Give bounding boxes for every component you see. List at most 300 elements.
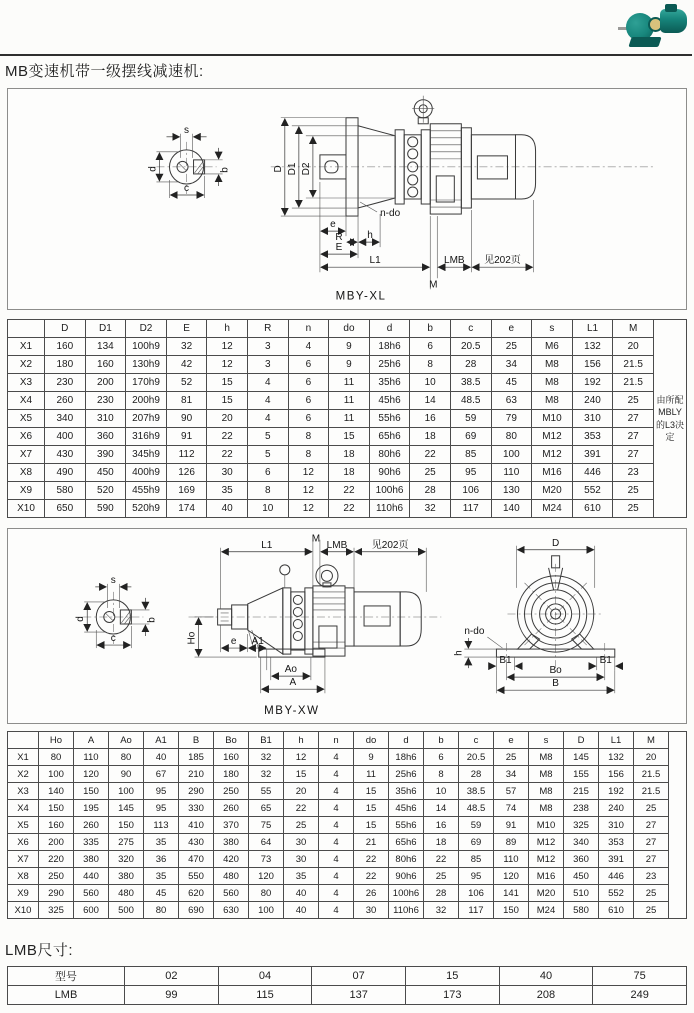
cell: 126 xyxy=(166,464,207,482)
cell: 75 xyxy=(249,817,284,834)
column-header: L1 xyxy=(599,732,634,749)
dim-label-L1: L1 xyxy=(369,255,381,267)
mby-xl-dimension-table xyxy=(7,319,687,518)
dim-label-b: b xyxy=(146,617,158,623)
cell: 240 xyxy=(599,800,634,817)
dim-label-R: R xyxy=(335,232,343,244)
cell: 65h6 xyxy=(389,834,424,851)
dim-label-b: b xyxy=(219,167,231,173)
cell: 80 xyxy=(144,902,179,919)
column-header: B xyxy=(179,732,214,749)
mby-xw-drawing xyxy=(8,529,686,723)
cell: 320 xyxy=(109,851,144,868)
cell: 132 xyxy=(599,749,634,766)
cell: 22 xyxy=(284,800,319,817)
lmb-size-table xyxy=(7,966,687,1005)
mby-xw-dimension-table xyxy=(7,731,687,919)
cell: 510 xyxy=(564,885,599,902)
dim-label-s: s xyxy=(110,574,116,586)
cell: 21.5 xyxy=(613,374,654,392)
cell: 10 xyxy=(424,783,459,800)
cell: 6 xyxy=(247,464,288,482)
cell: 4 xyxy=(247,374,288,392)
cell: 30 xyxy=(207,464,248,482)
cell: 40 xyxy=(207,500,248,518)
cell: 3 xyxy=(247,356,288,374)
table-row xyxy=(8,766,687,783)
cell: 180 xyxy=(214,766,249,783)
cell: 560 xyxy=(214,885,249,902)
table-row xyxy=(8,446,687,464)
cell: 35h6 xyxy=(369,374,410,392)
cell: 3 xyxy=(247,338,288,356)
cell: M20 xyxy=(529,885,564,902)
gearmotor-photo xyxy=(618,3,690,49)
cell: 15 xyxy=(354,800,389,817)
cell: 9 xyxy=(329,356,370,374)
column-header xyxy=(8,732,39,749)
column-header: c xyxy=(450,320,491,338)
cell: 55 xyxy=(249,783,284,800)
cell: 470 xyxy=(179,851,214,868)
column-header: b xyxy=(424,732,459,749)
cell: 12 xyxy=(207,356,248,374)
dim-label-e: e xyxy=(330,219,336,231)
table-row xyxy=(8,783,687,800)
dim-label-s: s xyxy=(184,124,190,136)
column-header: M xyxy=(613,320,654,338)
cell: 20 xyxy=(207,410,248,428)
column-header: h xyxy=(284,732,319,749)
cell: 560 xyxy=(74,885,109,902)
cell: 99 xyxy=(125,986,219,1005)
cell: 20 xyxy=(284,783,319,800)
cell: 12 xyxy=(288,464,329,482)
cell: 8 xyxy=(288,446,329,464)
cell: 4 xyxy=(247,392,288,410)
cell: 290 xyxy=(179,783,214,800)
cell: 14 xyxy=(410,392,451,410)
cell: 8 xyxy=(288,428,329,446)
cell: 45 xyxy=(144,885,179,902)
cell: 4 xyxy=(319,800,354,817)
cell: 65 xyxy=(249,800,284,817)
cell: 120 xyxy=(249,868,284,885)
cell: 80 xyxy=(109,749,144,766)
cell: 5 xyxy=(247,446,288,464)
cell: 22 xyxy=(354,851,389,868)
cell: 6 xyxy=(410,338,451,356)
cell: 446 xyxy=(572,464,613,482)
cell: 500 xyxy=(109,902,144,919)
cell: 155 xyxy=(564,766,599,783)
cell: 15 xyxy=(354,817,389,834)
header-row xyxy=(8,967,687,986)
cell: 360 xyxy=(564,851,599,868)
cell: 15 xyxy=(329,428,370,446)
column-header: 型号 xyxy=(8,967,125,986)
cell: 340 xyxy=(564,834,599,851)
cell: 390 xyxy=(85,446,126,464)
cell: 310 xyxy=(572,410,613,428)
column-header: n xyxy=(319,732,354,749)
cell: 4 xyxy=(319,817,354,834)
cell: 113 xyxy=(144,817,179,834)
cell: 34 xyxy=(494,766,529,783)
cell: 25 xyxy=(634,902,669,919)
cell: 100 xyxy=(109,783,144,800)
cell: 6 xyxy=(288,392,329,410)
row-label: X6 xyxy=(8,428,45,446)
cell: 174 xyxy=(166,500,207,518)
cell: 65h6 xyxy=(369,428,410,446)
cell: 12 xyxy=(288,482,329,500)
cell: 85 xyxy=(459,851,494,868)
cell: 240 xyxy=(572,392,613,410)
dim-label-e: e xyxy=(230,636,237,648)
cell: 28 xyxy=(450,356,491,374)
cell: 160 xyxy=(85,356,126,374)
cell: 100h9 xyxy=(126,338,167,356)
cell: 145 xyxy=(109,800,144,817)
cell: 90 xyxy=(166,410,207,428)
column-header: L1 xyxy=(572,320,613,338)
dim-label-B1: B1 xyxy=(599,655,612,667)
cell: 63 xyxy=(491,392,532,410)
cell: 22 xyxy=(410,446,451,464)
cell: 330 xyxy=(179,800,214,817)
cell: 140 xyxy=(39,783,74,800)
cell: 27 xyxy=(634,817,669,834)
cell: M8 xyxy=(529,749,564,766)
cell: 40 xyxy=(144,749,179,766)
header-row xyxy=(8,320,687,338)
cell: 18 xyxy=(424,834,459,851)
cell: 9 xyxy=(354,749,389,766)
cell: 25h6 xyxy=(369,356,410,374)
row-label: X2 xyxy=(8,356,45,374)
row-label: X7 xyxy=(8,446,45,464)
cell: 130h9 xyxy=(126,356,167,374)
table-row xyxy=(8,428,687,446)
cell: 520h9 xyxy=(126,500,167,518)
table-row xyxy=(8,482,687,500)
column-header: 40 xyxy=(499,967,593,986)
table-row xyxy=(8,800,687,817)
cell: 12 xyxy=(207,338,248,356)
cell: 200 xyxy=(39,834,74,851)
cell: 290 xyxy=(39,885,74,902)
cell: 22 xyxy=(207,428,248,446)
cell: 353 xyxy=(572,428,613,446)
cell: 117 xyxy=(450,500,491,518)
column-header: 02 xyxy=(125,967,219,986)
cell: 69 xyxy=(450,428,491,446)
cell: 325 xyxy=(564,817,599,834)
cell: 18h6 xyxy=(369,338,410,356)
cell: M10 xyxy=(532,410,573,428)
cell: 110h6 xyxy=(369,500,410,518)
cell: 360 xyxy=(85,428,126,446)
cell: 150 xyxy=(494,902,529,919)
column-header: s xyxy=(529,732,564,749)
drawing-caption: MBY-XW xyxy=(264,705,320,718)
cell: 600 xyxy=(74,902,109,919)
cell: 18 xyxy=(329,464,370,482)
cell: 430 xyxy=(45,446,86,464)
dim-label-n-do: n-do xyxy=(380,208,401,220)
cell: 552 xyxy=(572,482,613,500)
row-label: X3 xyxy=(8,374,45,392)
cell: 550 xyxy=(179,868,214,885)
dim-label-D: D xyxy=(272,165,284,173)
side-note: 由所配MBLY的L3决定 xyxy=(654,320,687,518)
photo-motor xyxy=(660,9,687,33)
column-header: A1 xyxy=(144,732,179,749)
cell: 410 xyxy=(179,817,214,834)
cell: 23 xyxy=(613,464,654,482)
cell: 95 xyxy=(459,868,494,885)
cell: 260 xyxy=(214,800,249,817)
cell: 141 xyxy=(494,885,529,902)
cell: 150 xyxy=(109,817,144,834)
row-label: X3 xyxy=(8,783,39,800)
cell: 4 xyxy=(247,410,288,428)
cell: 610 xyxy=(599,902,634,919)
cell: 169 xyxy=(166,482,207,500)
cell: 30 xyxy=(354,902,389,919)
cell: 12 xyxy=(288,500,329,518)
cell: 25 xyxy=(284,817,319,834)
cell: 16 xyxy=(410,410,451,428)
cell: 4 xyxy=(319,766,354,783)
dim-label-M: M xyxy=(311,533,321,545)
cell: 90 xyxy=(109,766,144,783)
cell: 28 xyxy=(424,885,459,902)
cell: 10 xyxy=(247,500,288,518)
cell: M8 xyxy=(532,374,573,392)
cell: 20 xyxy=(613,338,654,356)
dim-label-B1: B1 xyxy=(499,655,512,667)
cell: M12 xyxy=(532,446,573,464)
cell: 21.5 xyxy=(613,356,654,374)
cell: 150 xyxy=(39,800,74,817)
cell: 450 xyxy=(85,464,126,482)
cell: 28 xyxy=(459,766,494,783)
cell: M12 xyxy=(529,834,564,851)
column-header: 75 xyxy=(593,967,687,986)
cell: 27 xyxy=(613,410,654,428)
cell: 391 xyxy=(599,851,634,868)
cell: 185 xyxy=(179,749,214,766)
column-header xyxy=(8,320,45,338)
table-row xyxy=(8,817,687,834)
table-row xyxy=(8,902,687,919)
table-row xyxy=(8,986,687,1005)
cell: 8 xyxy=(424,766,459,783)
cell: 100h6 xyxy=(389,885,424,902)
cell: 34 xyxy=(491,356,532,374)
column-header: D1 xyxy=(85,320,126,338)
cell: 310 xyxy=(599,817,634,834)
cell: 117 xyxy=(459,902,494,919)
cell: 32 xyxy=(166,338,207,356)
cell: 27 xyxy=(613,446,654,464)
cell: 200h9 xyxy=(126,392,167,410)
cell: 32 xyxy=(410,500,451,518)
column-header: D xyxy=(564,732,599,749)
row-label: X2 xyxy=(8,766,39,783)
cell: 110 xyxy=(74,749,109,766)
cell: 73 xyxy=(249,851,284,868)
table-row xyxy=(8,868,687,885)
column-header: D xyxy=(45,320,86,338)
cell: 45h6 xyxy=(389,800,424,817)
column-header: e xyxy=(491,320,532,338)
cell: 440 xyxy=(74,868,109,885)
cell: 150 xyxy=(74,783,109,800)
cell: M8 xyxy=(529,766,564,783)
table-row xyxy=(8,834,687,851)
lmb-section-title: LMB尺寸: xyxy=(5,942,74,959)
cell: 12 xyxy=(284,749,319,766)
cell: 32 xyxy=(424,902,459,919)
cell: 26 xyxy=(354,885,389,902)
table-row xyxy=(8,851,687,868)
cell: 106 xyxy=(459,885,494,902)
cell: 30 xyxy=(284,834,319,851)
cell: 130 xyxy=(491,482,532,500)
cell: 15 xyxy=(284,766,319,783)
cell: 22 xyxy=(354,868,389,885)
cell: 67 xyxy=(144,766,179,783)
cell: M8 xyxy=(532,392,573,410)
cell: M10 xyxy=(529,817,564,834)
cell: 45h6 xyxy=(369,392,410,410)
cell: 249 xyxy=(593,986,687,1005)
cell: 38.5 xyxy=(459,783,494,800)
column-header: 04 xyxy=(218,967,312,986)
drawing-caption: MBY-XL xyxy=(335,290,387,303)
cell: 580 xyxy=(45,482,86,500)
row-label: LMB xyxy=(8,986,125,1005)
cell: 580 xyxy=(564,902,599,919)
table-row xyxy=(8,374,687,392)
cell: 90h6 xyxy=(369,464,410,482)
cell: 36 xyxy=(144,851,179,868)
column-header: d xyxy=(389,732,424,749)
cell: 25 xyxy=(424,868,459,885)
cell: 8 xyxy=(410,356,451,374)
cell: 238 xyxy=(564,800,599,817)
dim-label-D: D xyxy=(551,537,560,549)
cell: 200 xyxy=(85,374,126,392)
cell: 91 xyxy=(494,817,529,834)
cell: 132 xyxy=(572,338,613,356)
column-header: Bo xyxy=(214,732,249,749)
cell: 156 xyxy=(599,766,634,783)
cell: 20.5 xyxy=(450,338,491,356)
table-row xyxy=(8,749,687,766)
cell: 91 xyxy=(166,428,207,446)
cell: 80 xyxy=(249,885,284,902)
cell: 4 xyxy=(319,851,354,868)
cell: 134 xyxy=(85,338,126,356)
dim-label-Ao: Ao xyxy=(284,664,297,676)
cell: 115 xyxy=(218,986,312,1005)
cell: 590 xyxy=(85,500,126,518)
cell: 90h6 xyxy=(389,868,424,885)
cell: 250 xyxy=(39,868,74,885)
cell: 95 xyxy=(144,800,179,817)
dim-label-d: d xyxy=(75,616,87,622)
cell: 4 xyxy=(319,749,354,766)
cell: 6 xyxy=(288,410,329,428)
cell: 15 xyxy=(207,374,248,392)
cell: 95 xyxy=(144,783,179,800)
cell: 4 xyxy=(319,885,354,902)
column-header: e xyxy=(494,732,529,749)
cell: 100 xyxy=(39,766,74,783)
cell: 630 xyxy=(214,902,249,919)
cell: 480 xyxy=(214,868,249,885)
cell: M24 xyxy=(532,500,573,518)
cell: 690 xyxy=(179,902,214,919)
table-row xyxy=(8,392,687,410)
cell: 59 xyxy=(450,410,491,428)
column-header: M xyxy=(634,732,669,749)
cell: 208 xyxy=(499,986,593,1005)
row-label: X4 xyxy=(8,392,45,410)
column-header: E xyxy=(166,320,207,338)
cell: 22 xyxy=(329,482,370,500)
cell: 220 xyxy=(39,851,74,868)
cell: 430 xyxy=(179,834,214,851)
cell: 316h9 xyxy=(126,428,167,446)
column-header: R xyxy=(247,320,288,338)
cell: M20 xyxy=(532,482,573,500)
dim-label-h: h xyxy=(453,650,465,656)
cell: 25h6 xyxy=(389,766,424,783)
cell: 23 xyxy=(634,868,669,885)
column-header: do xyxy=(329,320,370,338)
row-label: X9 xyxy=(8,482,45,500)
cell: 40 xyxy=(284,902,319,919)
cell: 30 xyxy=(284,851,319,868)
cell: 156 xyxy=(572,356,613,374)
table-row xyxy=(8,410,687,428)
cell: 18 xyxy=(410,428,451,446)
column-header: 07 xyxy=(312,967,406,986)
cell: 16 xyxy=(424,817,459,834)
cell: 100 xyxy=(249,902,284,919)
cell: 112 xyxy=(166,446,207,464)
column-header: Ao xyxy=(109,732,144,749)
cell: 27 xyxy=(613,428,654,446)
cell: M12 xyxy=(529,851,564,868)
cell: 11 xyxy=(329,410,370,428)
cell: 80 xyxy=(39,749,74,766)
cell: 25 xyxy=(613,392,654,410)
cell: 85 xyxy=(450,446,491,464)
cell: 15 xyxy=(207,392,248,410)
cell: 120 xyxy=(494,868,529,885)
table-row xyxy=(8,338,687,356)
cell: 552 xyxy=(599,885,634,902)
cell: 55h6 xyxy=(369,410,410,428)
cell: 10 xyxy=(410,374,451,392)
cell: 400 xyxy=(45,428,86,446)
